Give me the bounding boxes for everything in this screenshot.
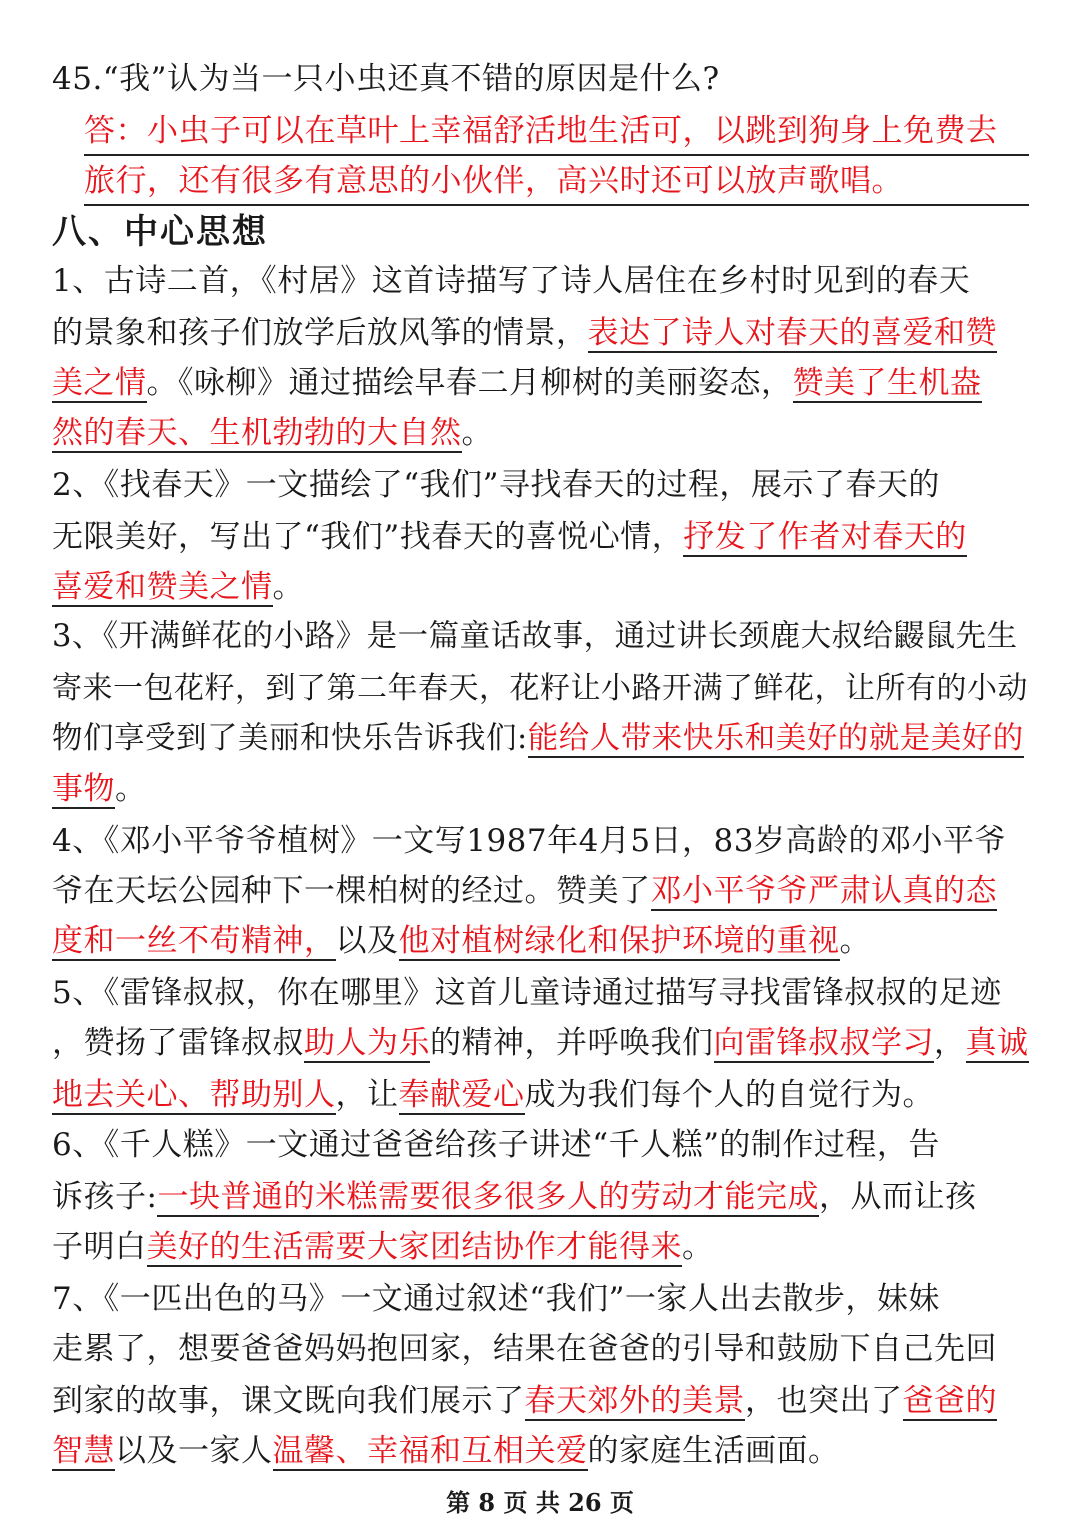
p3-line-4 xyxy=(52,766,1032,816)
key-point: 春天郊外的美景 xyxy=(524,1383,745,1419)
p3-line-1: 3、《开满鲜花的小路》是一篇童话故事，通过讲长颈鹿大叔给鼹鼠先生 xyxy=(52,619,1018,654)
key-point: 然的春天、生机勃勃的大自然 xyxy=(52,415,462,451)
p6-line-1: 6、《千人糕》一文通过爸爸给孩子讲述“千人糕”的制作过程，告 xyxy=(52,1127,940,1163)
p7-line-2: 走累了，想要爸爸妈妈抱回家，结果在爸爸的引导和鼓励下自己先回 xyxy=(52,1331,997,1367)
text: 以及 xyxy=(335,923,399,959)
key-point: 温馨、幸福和互相关爱 xyxy=(272,1433,588,1469)
p6-line-3 xyxy=(52,1224,1032,1274)
p2-line-2 xyxy=(52,514,1032,564)
p1-line-1: 1、古诗二首，《村居》这首诗描写了诗人居住在乡村时见到的春天 xyxy=(52,263,971,299)
key-point: 事物 xyxy=(52,771,115,807)
p6-line-2 xyxy=(52,1174,1032,1224)
p7-line-4 xyxy=(52,1428,1032,1478)
text: 。《咏柳》通过描绘早春二月柳树的美丽姿态， xyxy=(146,365,793,401)
key-point: 地去关心、帮助别人 xyxy=(52,1077,336,1113)
key-point: 喜爱和赞美之情 xyxy=(52,569,273,605)
text: 。 xyxy=(461,415,493,451)
text: 以及一家人 xyxy=(115,1433,273,1469)
text: ，让 xyxy=(335,1077,399,1113)
p3-line-2: 寄来一包花籽，到了第二年春天，花籽让小路开满了鲜花，让所有的小动 xyxy=(52,671,1028,706)
p4-line-2 xyxy=(52,868,1032,918)
text: 诉孩子: xyxy=(52,1179,158,1215)
p7-line-1: 7、《一匹出色的马》一文通过叙述“我们”一家人出去散步，妹妹 xyxy=(52,1281,940,1317)
text: 成为我们每个人的自觉行为。 xyxy=(524,1077,934,1113)
key-point: 奉献爱心 xyxy=(398,1077,525,1113)
p3-line-3 xyxy=(52,716,1032,766)
p4-line-3 xyxy=(52,918,1032,968)
p2-line-1: 2、《找春天》一文描绘了“我们”寻找春天的过程，展示了春天的 xyxy=(52,467,940,503)
text: 子明白 xyxy=(52,1229,147,1265)
text: ，也突出了 xyxy=(745,1383,903,1419)
key-point: 智慧 xyxy=(52,1433,115,1469)
p1-line-3 xyxy=(52,360,1032,410)
text: ， xyxy=(934,1025,966,1061)
page-number: 第 8 页 共 26 页 xyxy=(446,1488,634,1517)
text: 的家庭生活画面。 xyxy=(587,1433,840,1469)
text: 无限美好，写出了“我们”找春天的喜悦心情， xyxy=(52,519,684,555)
text: ，从而让孩 xyxy=(818,1179,977,1215)
text: 。 xyxy=(839,923,871,959)
key-point: 助人为乐 xyxy=(304,1025,430,1061)
key-point: 度和一丝不苟精神， xyxy=(52,923,336,959)
p1-line-4 xyxy=(52,410,1032,460)
key-point: 能给人带来快乐和美好的就是美好的 xyxy=(527,721,1024,756)
p7-line-3 xyxy=(52,1378,1032,1428)
key-point: 邓小平爷爷严肃认真的态 xyxy=(650,873,997,909)
p5-line-2 xyxy=(52,1020,1032,1070)
text: ，赞扬了雷锋叔叔 xyxy=(52,1025,304,1061)
text: 爷在天坛公园种下一棵柏树的经过。赞美了 xyxy=(52,873,651,909)
text: 的景象和孩子们放学后放风筝的情景， xyxy=(52,315,588,351)
p2-line-3 xyxy=(52,564,1032,614)
text: 。 xyxy=(115,771,147,807)
p5-line-3 xyxy=(52,1072,1032,1122)
question-45: 45.“我”认为当一只小虫还真不错的原因是什么? xyxy=(52,61,720,97)
p4-line-1: 4、《邓小平爷爷植树》一文写1987年4月5日，83岁高龄的邓小平爷 xyxy=(52,823,1007,859)
answer-45-line-1: 答：小虫子可以在草叶上幸福舒活地生活可，以跳到狗身上免费去 xyxy=(84,108,1029,156)
key-point: 赞美了生机盎 xyxy=(792,365,982,401)
section-heading: 八、中心思想 xyxy=(52,212,268,252)
p5-line-1: 5、《雷锋叔叔，你在哪里》这首儿童诗通过描写寻找雷锋叔叔的足迹 xyxy=(52,975,1002,1011)
key-point: 抒发了作者对春天的 xyxy=(683,519,967,555)
key-point: 表达了诗人对春天的喜爱和赞 xyxy=(587,315,997,351)
text: 物们享受到了美丽和快乐告诉我们: xyxy=(52,721,528,756)
key-point: 向雷锋叔叔学习 xyxy=(713,1025,934,1061)
key-point: 美好的生活需要大家团结协作才能得来 xyxy=(146,1229,682,1265)
key-point: 美之情 xyxy=(52,365,147,401)
key-point: 他对植树绿化和保护环境的重视 xyxy=(398,923,840,959)
text: 到家的故事，课文既向我们展示了 xyxy=(52,1383,525,1419)
text: 。 xyxy=(682,1229,714,1265)
key-point: 一块普通的米糕需要很多很多人的劳动才能完成 xyxy=(157,1179,819,1215)
p1-line-2 xyxy=(52,310,1032,360)
key-point: 真诚 xyxy=(965,1025,1029,1061)
answer-45-line-2: 旅行，还有很多有意思的小伙伴，高兴时还可以放声歌唱。 xyxy=(84,158,1029,206)
text: 的精神，并呼唤我们 xyxy=(430,1025,714,1061)
key-point: 爸爸的 xyxy=(902,1383,997,1419)
text: 。 xyxy=(272,569,304,605)
